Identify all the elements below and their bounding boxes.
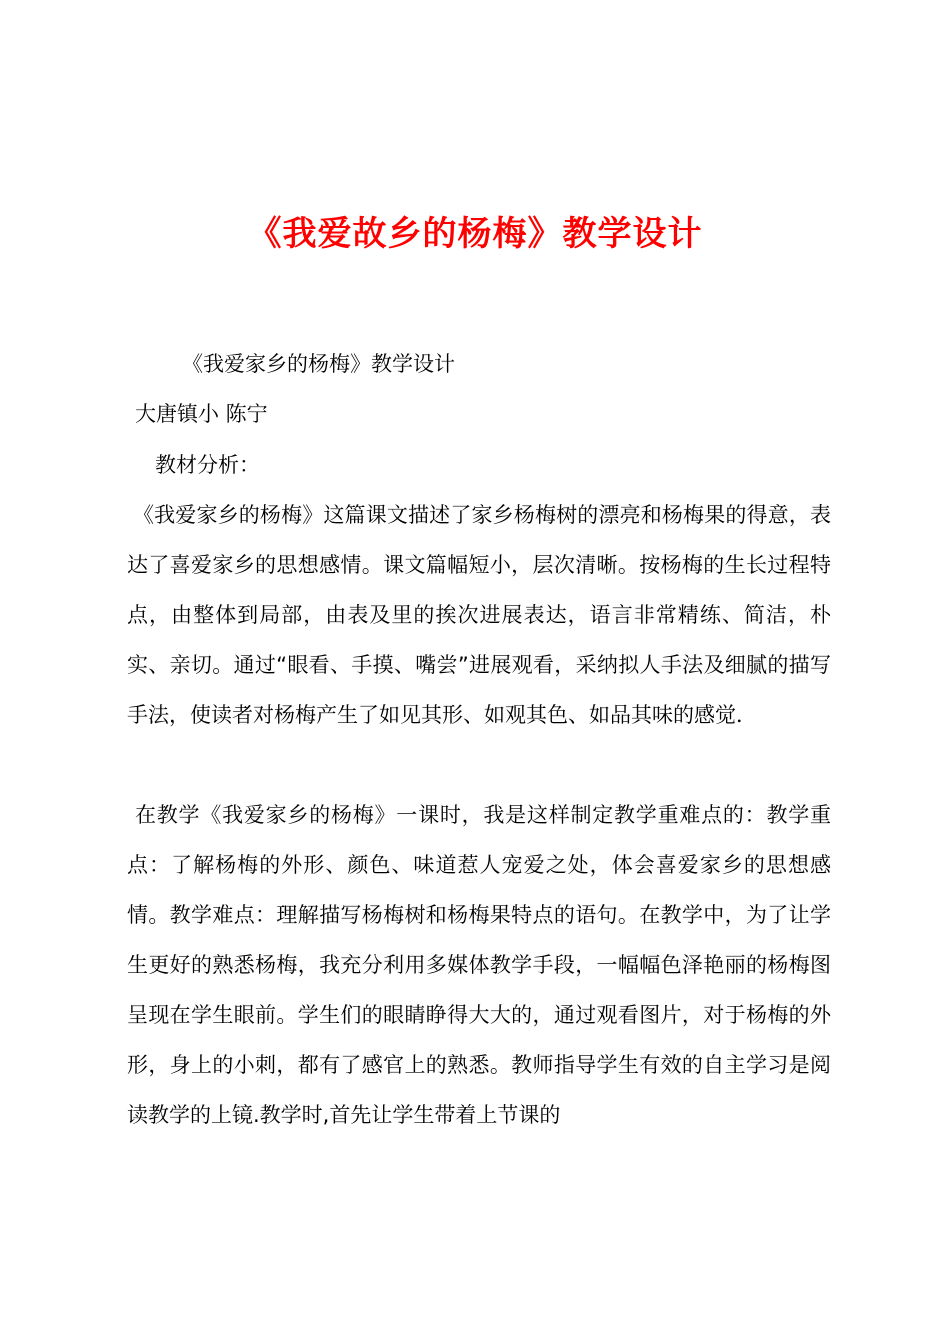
document-title: 《我爱故乡的杨梅》教学设计 bbox=[247, 214, 703, 254]
body-paragraph-1: 《我爱家乡的杨梅》这篇课文描述了家乡杨梅树的漂亮和杨梅果的得意，表达了喜爱家乡的思想感情。课文篇幅短小，层次清晰。按杨梅的生长过程特点，由整体到局部，由表及里的挨次进展表达，语言非常精练、简洁，朴实、亲切。通过“眼看、手摸、嘴尝”进展观看，采纳拟人手法及细腻的描写手法，使读者对杨梅产生了如见其形、如观其色、如品其味的感觉． bbox=[127, 503, 831, 727]
section-heading: 教材分析： bbox=[155, 453, 260, 477]
author-line: 大唐镇小 陈宁 bbox=[135, 402, 268, 426]
document-subtitle: 《我爱家乡的杨梅》教学设计 bbox=[182, 352, 455, 376]
body-paragraph-2: 在教学《我爱家乡的杨梅》一课时，我是这样制定教学重难点的：教学重点：了解杨梅的外形、颜色、味道惹人宠爱之处，体会喜爱家乡的思想感情。教学难点：理解描写杨梅树和杨梅果特点的语句。在教学中，为了让学生更好的熟悉杨梅，我充分利用多媒体教学手段，一幅幅色泽艳丽的杨梅图呈现在学生眼前。学生们的眼睛睁得大大的，通过观看图片，对于杨梅的外形，身上的小刺，都有了感官上的熟悉。教师指导学生有效的自主学习是阅读教学的上镜.教学时,首先让学生带着上节课的 bbox=[127, 803, 831, 1127]
